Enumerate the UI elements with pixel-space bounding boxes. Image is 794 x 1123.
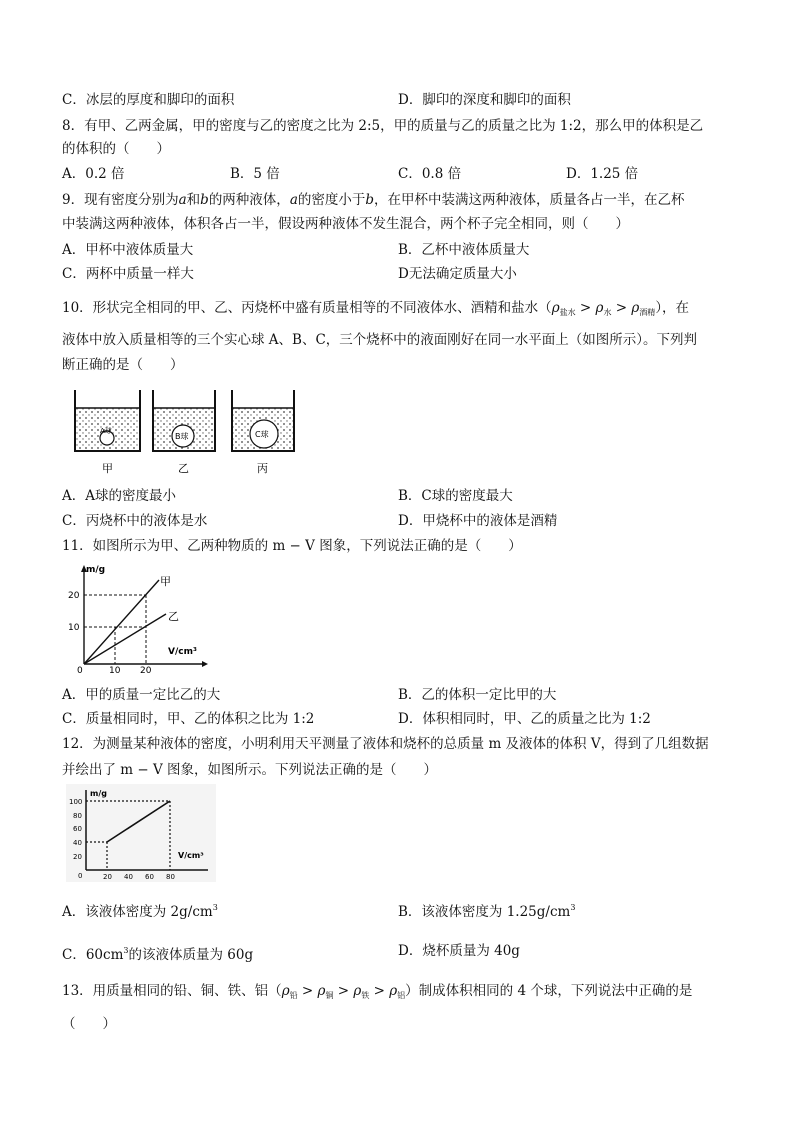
q12-stem-line2: 并绘出了 m − V 图象，如图所示。下列说法正确的是（ ） [62, 762, 438, 778]
q13-stem-line1: 13．用质量相同的铅、铜、铁、铝$(\rho_铅 > \rho_铜 > \rho_铁 > \rho_铝)$制成体积相同的 4 个球，下列说法中正确的是 [62, 983, 693, 1000]
origin-label: 0 [78, 872, 83, 880]
q12-mv-graph [66, 784, 216, 882]
q11-option-d: D．体积相同时，甲、乙的质量之比为 1:2 [398, 711, 651, 727]
y-tick-20: 20 [73, 853, 82, 861]
q9-option-c: C．两杯中质量一样大 [62, 266, 194, 282]
q10-beakers-figure [66, 386, 306, 476]
q8-option-a: A．0.2 倍 [62, 166, 125, 182]
q10-stem-line1: 10．形状完全相同的甲、乙、丙烧杯中盛有质量相等的不同液体水、酒精和盐水$(\rho_{盐水} > \rho_水 > \rho_{酒精})$，在 [62, 300, 690, 317]
q10-option-c: C．丙烧杯中的液体是水 [62, 513, 208, 529]
q10-stem-line2: 液体中放入质量相等的三个实心球 A、B、C，三个烧杯中的液面刚好在同一水平面上（如图所示）。下列判 [62, 332, 698, 348]
ball-b-label: B球 [175, 432, 189, 441]
beaker-yi [153, 390, 215, 451]
q11-option-b: B．乙的体积一定比甲的大 [398, 687, 557, 703]
q11-option-c: C．质量相同时，甲、乙的体积之比为 1:2 [62, 711, 315, 727]
ball-c-label: C球 [255, 430, 269, 439]
y-tick-60: 60 [73, 825, 82, 833]
x-tick-20: 20 [140, 666, 152, 676]
y-axis-label: m/g [90, 789, 107, 798]
q9-stem-line2: 中装满这两种液体，体积各占一半，假设两种液体不发生混合，两个杯子完全相同，则（ ） [62, 216, 629, 232]
q10-stem-line3: 断正确的是（ ） [62, 357, 184, 373]
x-tick-60: 60 [145, 873, 154, 881]
y-axis-label: m/g [86, 565, 106, 575]
q9-option-d: D无法确定质量大小 [398, 266, 517, 282]
y-tick-20: 20 [68, 591, 80, 601]
beaker-bing [232, 390, 294, 451]
q10-option-d: D．甲烧杯中的液体是酒精 [398, 513, 558, 529]
q7-option-c: C．冰层的厚度和脚印的面积 [62, 92, 235, 108]
ball-a-label: A球 [100, 427, 112, 435]
x-tick-10: 10 [109, 666, 121, 676]
q9-option-a: A．甲杯中液体质量大 [62, 242, 194, 258]
origin-label: 0 [77, 666, 83, 676]
q12-option-d: D．烧杯质量为 40g [398, 943, 520, 959]
q11-option-a: A．甲的质量一定比乙的大 [62, 687, 221, 703]
q8-option-d: D．1.25 倍 [566, 166, 639, 182]
y-tick-100: 100 [69, 798, 83, 806]
x-tick-40: 40 [124, 873, 133, 881]
series-jia-label: 甲 [160, 575, 171, 588]
beaker-label-jia: 甲 [102, 462, 113, 475]
q9-option-b: B．乙杯中液体质量大 [398, 242, 530, 258]
x-axis-label: V/cm³ [168, 647, 197, 657]
q11-stem: 11．如图所示为甲、乙两种物质的 m − V 图象，下列说法正确的是（ ） [62, 538, 522, 554]
q8-option-c: C．0.8 倍 [398, 166, 462, 182]
q12-stem-line1: 12．为测量某种液体的密度，小明利用天平测量了液体和烧杯的总质量 m 及液体的体积 V，得到了几组数据 [62, 736, 709, 752]
q10-option-a: A．A球的密度最小 [62, 488, 176, 504]
q7-option-d: D．脚印的深度和脚印的面积 [398, 92, 571, 108]
q11-mv-graph [62, 560, 212, 676]
beaker-label-bing: 丙 [257, 462, 268, 475]
series-yi-line [84, 614, 166, 664]
x-tick-20: 20 [103, 873, 112, 881]
q12-option-a: A．该液体密度为 $2g/cm^3$ [62, 903, 218, 920]
beaker-label-yi: 乙 [178, 462, 189, 475]
q8-stem-line2: 的体积的（ ） [62, 141, 170, 157]
q8-stem-line1: 8．有甲、乙两金属，甲的密度与乙的密度之比为 2:5，甲的质量与乙的质量之比为 1:2，那么甲的体积是乙 [62, 118, 704, 134]
y-tick-40: 40 [73, 839, 82, 847]
series-jia-line [84, 580, 159, 664]
beaker-jia [75, 390, 140, 451]
q9-stem-line1: 9．现有密度分别为a和b的两种液体，a的密度小于b，在甲杯中装满这两种液体，质量各占一半，在乙杯 [62, 192, 685, 208]
q12-option-c: C．$60cm^3$的该液体质量为 60g [62, 946, 254, 963]
x-axis-label: V/cm³ [178, 851, 204, 860]
series-yi-label: 乙 [168, 610, 179, 623]
y-tick-10: 10 [68, 623, 80, 633]
q12-option-b: B．该液体密度为 $1.25g/cm^3$ [398, 903, 576, 920]
q10-option-b: B．C球的密度最大 [398, 488, 513, 504]
y-tick-80: 80 [73, 812, 82, 820]
x-tick-80: 80 [166, 873, 175, 881]
q13-stem-line2: （ ） [62, 1016, 116, 1032]
q8-option-b: B．5 倍 [230, 166, 280, 182]
